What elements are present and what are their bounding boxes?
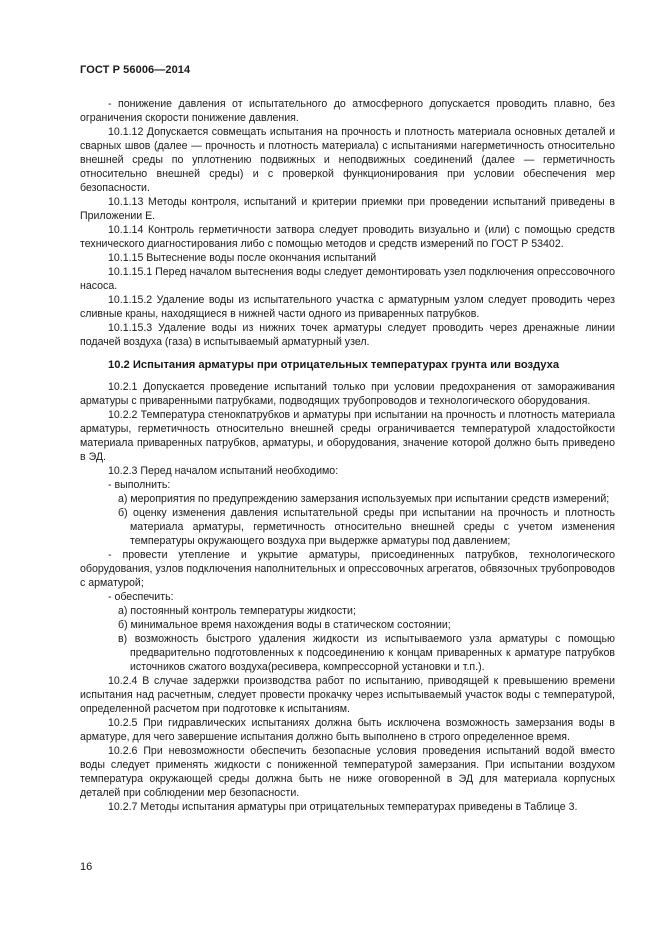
paragraph-10-2-5: 10.2.5 При гидравлических испытаниях должна быть исключена возможность замерзания воды в арматуре, для чего завершение испытания должно быть выполнено в строго определенное время. [80, 717, 615, 743]
section-heading-10-2: 10.2 Испытания арматуры при отрицательных температурах грунта или воздуха [108, 359, 560, 371]
list-dash-ensure: - обеспечить: [108, 591, 174, 603]
list-item-a-measures: а) мероприятия по предупреждению замерзания используемых при испытании средств измерений; [118, 493, 610, 505]
paragraph-10-1-15-2: 10.1.15.2 Удаление воды из испытательного участка с арматурным узлом следует проводить через сливные краны, находящиеся в нижней части одного из приваренных патрубков. [80, 294, 615, 320]
list-item-b-static-time: б) минимальное время нахождения воды в статическом состоянии; [118, 619, 451, 631]
paragraph-10-1-15-3: 10.1.15.3 Удаление воды из нижних точек арматуры следует проводить через дренажные линии подачей воздуха (газа) в испытываемый арматурный узел. [80, 322, 615, 348]
paragraph-10-1-14: 10.1.14 Контроль герметичности затвора следует проводить визуально и (или) с помощью средств технического диагностирования либо с помощью методов и средств измерений по ГОСТ Р 53402. [80, 224, 615, 250]
paragraph-pressure-reduction: - понижение давления от испытательного до атмосферного допускается проводить плавно, без ограничения скорости понижение давления. [80, 98, 615, 124]
document-code-header: ГОСТ Р 56006—2014 [80, 64, 191, 76]
page-number: 16 [80, 861, 93, 873]
paragraph-10-2-1: 10.2.1 Допускается проведение испытаний только при условии предохранения от замораживания арматуры с приваренными патрубками, подводящих трубопроводов и технологического оборудования. [80, 381, 615, 407]
paragraph-10-2-4: 10.2.4 В случае задержки производства работ по испытанию, приводящей к превышению времени испытания над расчетным, следует провести прокачку через испытываемый участок воды с температурой, определенной расчетом при подготовке к испытаниям. [80, 675, 615, 715]
document-body [80, 97, 615, 814]
paragraph-10-1-13: 10.1.13 Методы контроля, испытаний и критерии приемки при проведении испытаний приведены в Приложении Е. [80, 196, 615, 222]
paragraph-10-1-15: 10.1.15 Вытеснение воды после окончания испытаний [108, 252, 377, 264]
paragraph-10-2-7: 10.2.7 Методы испытания арматуры при отрицательных температурах приведены в Таблице 3. [108, 801, 578, 813]
paragraph-10-2-6: 10.2.6 При невозможности обеспечить безопасные условия проведения испытаний водой вместо воды следует применять жидкости с пониженной температурой замерзания. При испытании воздухом температура окружающей среды должна быть не ниже оговоренной в ЭД для материала корпусных деталей при соблюдении мер безопасности. [80, 745, 615, 799]
list-dash-insulate: - провести утепление и укрытие арматуры, присоединенных патрубков, технологического оборудования, узлов подключения наполнительных и опрессовочных агрегатов, обвязочных трубопроводов с арматурой; [80, 549, 615, 589]
list-item-b-pressure-assessment: б) оценку изменения давления испытательной среды при испытании на прочность и плотность материала арматуры, герметичность относительно внешней среды с учетом изменения температуры окружающего воздуха при выдержке арматуры под давлением; [118, 507, 615, 547]
list-dash-execute: - выполнить: [108, 479, 171, 491]
paragraph-10-1-12: 10.1.12 Допускается совмещать испытания на прочность и плотность материала основных деталей и сварных швов (далее — прочность и плотность материала) с испытаниями нагерметичность относительно внешней среды по уплотнению подвижных и неподвижных соединений (далее — герметичность относительно внешней среды) и с проверкой функционирования при условии обеспечения мер безопасности. [80, 126, 615, 194]
paragraph-10-2-3: 10.2.3 Перед началом испытаний необходимо: [108, 465, 339, 477]
paragraph-10-1-15-1: 10.1.15.1 Перед началом вытеснения воды следует демонтировать узел подключения опрессовочного насоса. [80, 266, 615, 292]
paragraph-10-2-2: 10.2.2 Температура стенокпатрубков и арматуры при испытании на прочность и плотность материала арматуры, герметичность относительно внешней среды ограничивается температурой хладостойкости материала приваренных патрубков, арматуры, и оборудования, значение которой должно быть приведено в ЭД. [80, 409, 615, 463]
list-item-a-temperature-control: а) постоянный контроль температуры жидкости; [118, 605, 356, 617]
list-item-c-fluid-removal: в) возможность быстрого удаления жидкости из испытываемого узла арматуры с помощью предварительно подготовленных к подсоединению к концам приваренных к арматуре патрубков источников сжатого воздуха(ресивера, компрессорной установки и т.п.). [118, 633, 615, 673]
